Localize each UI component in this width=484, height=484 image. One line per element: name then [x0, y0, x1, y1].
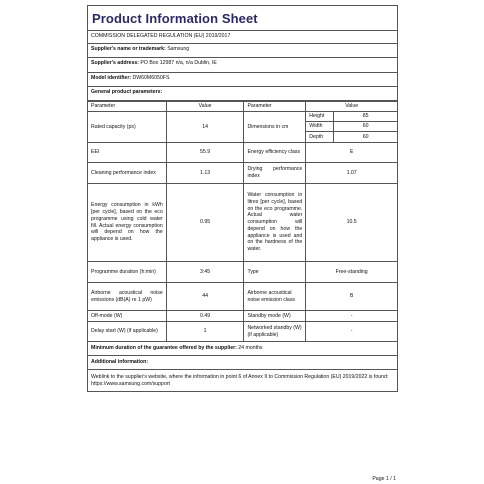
noise-label: Airborne acoustical noise emissions (dB(A) re 1 pW): [88, 283, 167, 311]
weblink-cell: [88, 370, 398, 392]
noise-class-value: B: [306, 283, 398, 311]
model-value: DW60M6050FS: [132, 75, 170, 81]
supplier-name-value: Samsung: [167, 46, 190, 52]
table-row: [88, 311, 398, 322]
height-value: 85: [334, 112, 398, 122]
model-line: [87, 73, 398, 87]
width-label: Width: [306, 122, 334, 132]
networked-standby-label: Networked standby (W) (if applicable): [244, 322, 306, 342]
column-header-value: Value: [166, 102, 244, 112]
cleaning-value: 1.13: [166, 163, 244, 184]
weblink-row: [88, 370, 398, 392]
energy-class-value: E: [306, 143, 398, 163]
page-title: Product Information Sheet: [87, 5, 398, 31]
noise-class-label: Airborne acoustical noise emission class: [244, 283, 306, 311]
programme-duration-value: 3:45: [166, 262, 244, 283]
off-mode-value: 0.49: [166, 311, 244, 322]
cleaning-label: Cleaning performance index: [88, 163, 167, 184]
eei-label: EEI: [88, 143, 167, 163]
table-row: [88, 283, 398, 311]
table-row: [88, 184, 398, 262]
table-row: [88, 143, 398, 163]
energy-consumption-label: Energy consumption in kWh [per cycle], based on the eco programme using cold water fill. Actual energy consumption will depend on how the appliance is used.: [88, 184, 167, 262]
supplier-address-line: [87, 58, 398, 73]
type-value: Free-standing: [306, 262, 398, 283]
water-consumption-label: Water consumption in litres [per cycle], based on the eco programme. Actual water consumption will depend on how the appliance is used and on the hardness of the water.: [244, 184, 306, 262]
additional-info-label: Additional information:: [88, 356, 398, 370]
rated-capacity-label: Rated capacity (ps): [88, 112, 167, 143]
general-parameters-line: [87, 87, 398, 101]
table-row: [88, 163, 398, 184]
energy-consumption-value: 0.95: [166, 184, 244, 262]
water-consumption-value: 10.5: [306, 184, 398, 262]
page-number: Page 1 / 1: [372, 476, 396, 482]
networked-standby-value: -: [306, 322, 398, 342]
noise-value: 44: [166, 283, 244, 311]
guarantee-label: Minimum duration of the guarantee offered by the supplier:: [91, 345, 237, 352]
supplier-address-label: Supplier's address:: [91, 60, 139, 66]
standby-value: -: [306, 311, 398, 322]
table-header-row: [88, 102, 398, 112]
table-row: [88, 112, 398, 122]
width-value: 60: [334, 122, 398, 132]
standby-label: Standby mode (W): [244, 311, 306, 322]
eei-value: 55.9: [166, 143, 244, 163]
drying-value: 1.07: [306, 163, 398, 184]
guarantee-cell: [88, 342, 398, 356]
weblink-url[interactable]: https://www.samsung.com/support: [91, 380, 170, 387]
column-header-parameter: Parameter: [244, 102, 306, 112]
parameters-table: [87, 101, 398, 392]
delay-start-label: Delay start (W) (if applicable): [88, 322, 167, 342]
table-row: [88, 322, 398, 342]
energy-class-label: Energy efficiency class: [244, 143, 306, 163]
regulation-text: COMMISSION DELEGATED REGULATION (EU) 2019/2017: [91, 33, 231, 39]
programme-duration-label: Programme duration (h:min): [88, 262, 167, 283]
depth-value: 60: [334, 132, 398, 143]
weblink-text: Weblink to the supplier's website, where the information in point 6 of Annex II to Commission Regulation (EU) 2019/2022 is found:: [91, 373, 389, 380]
supplier-name-line: [87, 44, 398, 58]
depth-label: Depth: [306, 132, 334, 143]
guarantee-row: [88, 342, 398, 356]
model-label: Model identifier:: [91, 75, 132, 81]
dimensions-label: Dimensions in cm: [244, 112, 306, 143]
general-parameters-label: General product parameters:: [91, 89, 163, 95]
height-label: Height: [306, 112, 334, 122]
drying-label: Drying performance index: [244, 163, 306, 184]
column-header-value: Value: [306, 102, 398, 112]
rated-capacity-value: 14: [166, 112, 244, 143]
delay-start-value: 1: [166, 322, 244, 342]
supplier-address-value: PO Box 12987 n/a, n/a Dublin, IE: [140, 60, 217, 66]
regulation-line: [87, 31, 398, 44]
guarantee-value: 24 months: [238, 345, 263, 352]
off-mode-label: Off-mode (W): [88, 311, 167, 322]
table-row: [88, 262, 398, 283]
product-information-sheet: [87, 5, 398, 482]
type-label: Type: [244, 262, 306, 283]
additional-info-row: [88, 356, 398, 370]
supplier-name-label: Supplier's name or trademark:: [91, 46, 166, 52]
column-header-parameter: Parameter: [88, 102, 167, 112]
